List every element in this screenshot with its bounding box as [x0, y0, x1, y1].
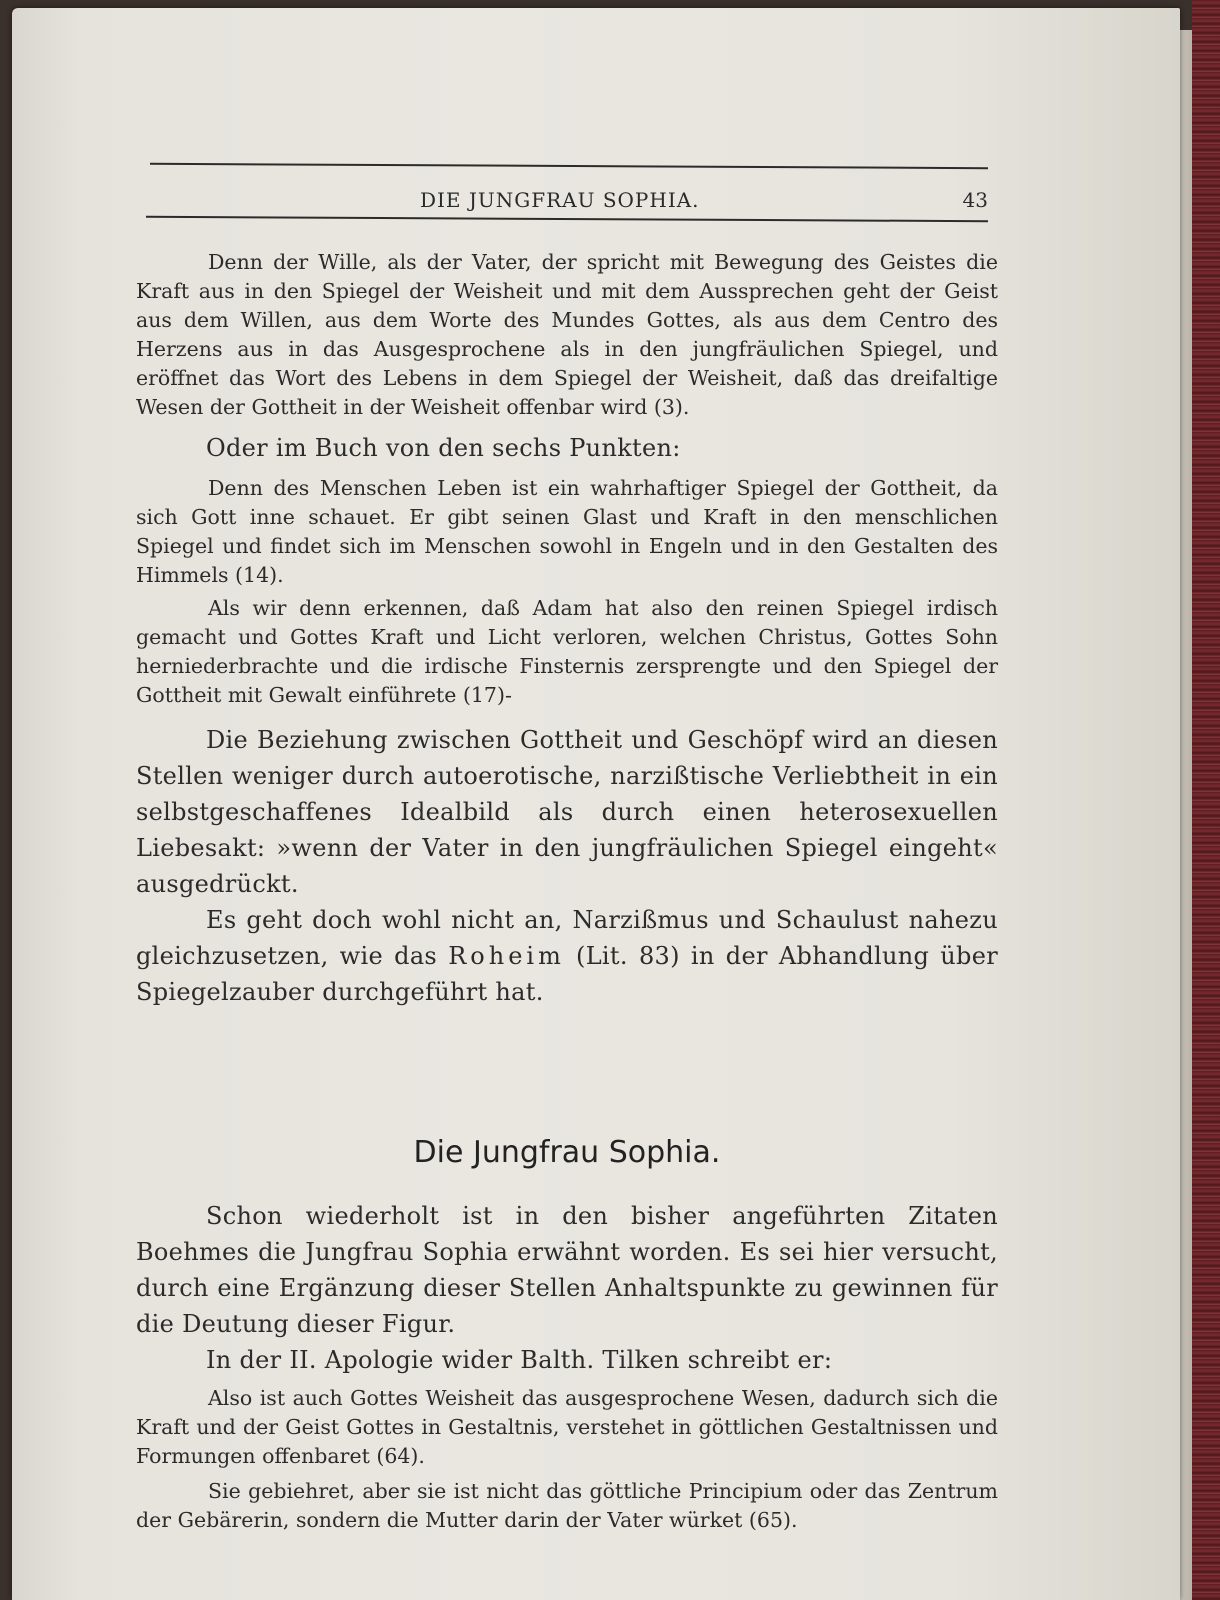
quote-paragraph: Denn des Menschen Leben ist ein wahrhaftiger Spiegel der Gottheit, da sich Gott inne schauet. Er gibt seinen Glast und Kraft in den menschlichen Spiegel und findet sich im Menschen sowohl in Engeln und in den Gestalten des Himmels (14). [136, 476, 998, 587]
book-binding-edge [1192, 0, 1220, 1600]
quote-paragraph: Sie gebiehret, aber sie ist nicht das göttliche Principium oder das Zentrum der Gebärerin, sondern die Mutter darin der Vater würket (65). [136, 1479, 998, 1532]
lead-line: Oder im Buch von den sechs Punkten: [206, 434, 681, 462]
section-heading: Die Jungfrau Sophia. [413, 1135, 721, 1170]
lead-line: In der II. Apologie wider Balth. Tilken schreibt er: [206, 1346, 833, 1374]
page-number: 43 [962, 188, 988, 212]
body-paragraph: Schon wiederholt ist in den bisher angeführten Zitaten Boehmes die Jungfrau Sophia erwähnt worden. Es sei hier versucht, durch eine Ergänzung dieser Stellen Anhaltspunkte zu gewinnen für die Deutung dieser Figur. [136, 1202, 998, 1338]
running-head [150, 178, 990, 212]
quote-paragraph: Also ist auch Gottes Weisheit das ausgesprochene Wesen, dadurch sich die Kraft und der Geist Gottes in Gestaltnis, verstehet in göttlichen Gestaltnissen und Formungen offenbaret (64). [136, 1386, 998, 1468]
block-lower [136, 1198, 998, 1535]
block-upper [136, 248, 998, 1010]
author-name: Roheim [448, 942, 565, 970]
body-text: Es geht doch wohl nicht an, Narzißmus und Schaulust nahezu gleichzusetzen, wie das [136, 906, 998, 970]
body-paragraph: Die Beziehung zwischen Gottheit und Geschöpf wird an diesen Stellen weniger durch autoerotische, narzißtische Verliebtheit in ein selbstgeschaffenes Idealbild als durch einen heterosexuellen Liebesakt: »wenn der Vater in den jungfräulichen Spiegel eingeht« ausgedrückt. [136, 726, 998, 898]
quote-paragraph: Denn der Wille, als der Vater, der spricht mit Bewegung des Geistes die Kraft aus in den Spiegel der Weisheit und mit dem Aussprechen geht der Geist aus dem Willen, aus dem Worte des Mundes Gottes, als aus dem Centro des Herzens aus in das Ausgesprochene als in den jungfräulichen Spiegel, und eröffnet das Wort des Lebens in dem Spiegel der Weisheit, daß das dreifaltige Wesen der Gottheit in der Weisheit offenbar wird (3). [136, 250, 998, 419]
body-text: (Lit. 83) in der Abhandlung über Spiegelzauber durchgeführt hat. [136, 942, 998, 1006]
body-paragraph [136, 902, 998, 1010]
quote-paragraph: Als wir denn erkennen, daß Adam hat also den reinen Spiegel irdisch gemacht und Gottes Kraft und Licht verloren, welchen Christus, Gottes Sohn herniederbrachte und die irdische Finsternis zersprengte und den Spiegel der Gottheit mit Gewalt einführete (17)- [136, 596, 998, 707]
running-head-title: DIE JUNGFRAU SOPHIA. [420, 188, 700, 212]
